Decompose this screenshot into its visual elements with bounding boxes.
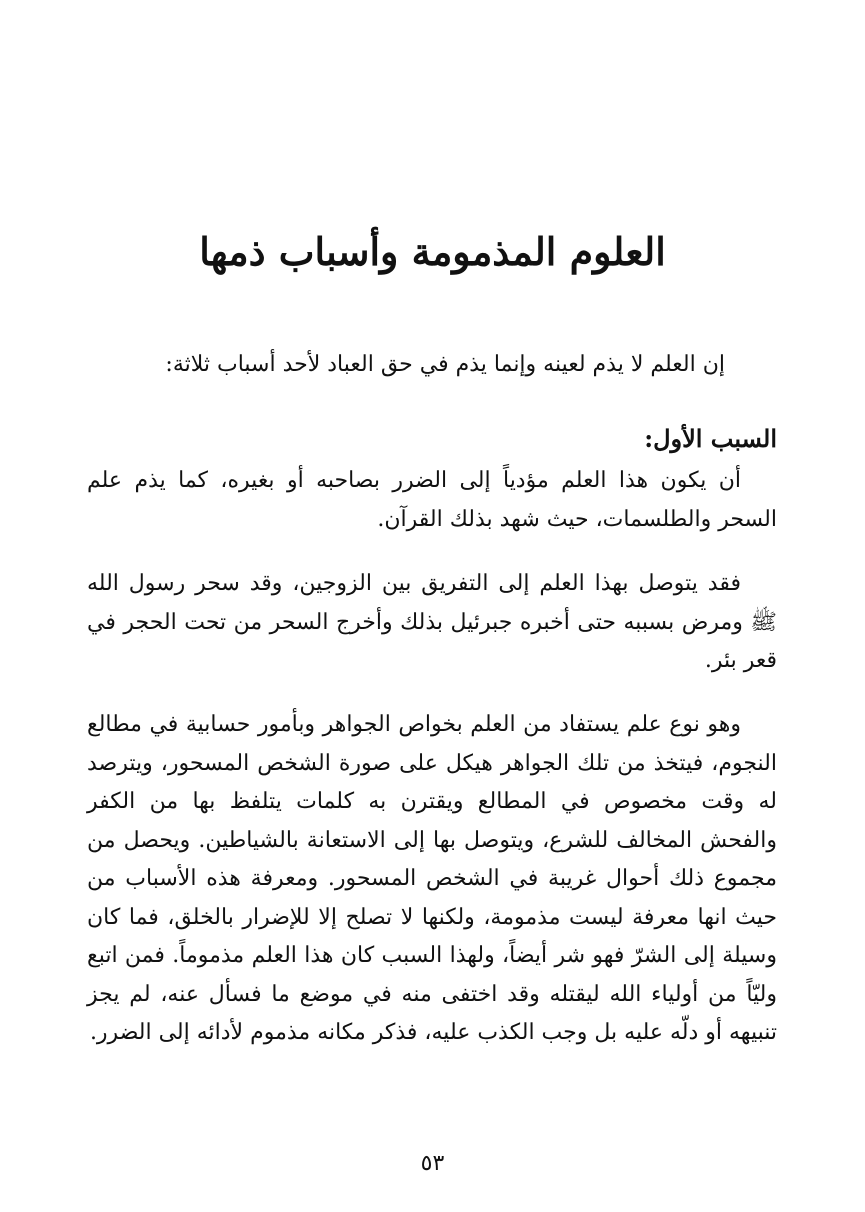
intro-paragraph: إن العلم لا يذم لعينه وإنما يذم في حق العباد لأحد أسباب ثلاثة:	[165, 352, 725, 377]
paragraph-2-text: فقد يتوصل بهذا العلم إلى التفريق بين الزوجين، وقد سحر رسول الله ﷺ ومرض بسببه حتى أخبره جبرئيل بذلك وأخرج السحر من تحت الحجر في قعر بئر.	[87, 571, 777, 673]
paragraph-1	[87, 462, 777, 539]
paragraph-3	[87, 706, 777, 1053]
paragraph-2	[87, 565, 777, 681]
paragraph-1-text: أن يكون هذا العلم مؤدياً إلى الضرر بصاحبه أو بغيره، كما يذم علم السحر والطلسمات، حيث شهد بذلك القرآن.	[87, 468, 777, 532]
paragraph-3-text: وهو نوع علم يستفاد من العلم بخواص الجواهر وبأمور حسابية في مطالع النجوم، فيتخذ من تلك الجواهر هيكل على صورة الشخص المسحور، ويترصد له وقت مخصوص في المطالع ويقترن به كلمات يتلفظ بها من الكفر والفحش المخالف للشرع، ويتوصل بها إلى الاستعانة بالشياطين. ويحصل من مجموع ذلك أحوال غريبة في الشخص المسحور. ومعرفة هذه الأسباب من حيث انها معرفة ليست مذمومة، ولكنها لا تصلح إلا للإضرار بالخلق، فما كان وسيلة إلى الشرّ فهو شر أيضاً، ولهذا السبب كان هذا العلم مذموماً. فمن اتبع وليّاً من أولياء الله ليقتله وقد اختفى منه في موضع ما فسأل عنه، لم يجز تنبيهه أو دلّه عليه بل وجب الكذب عليه، فذكر مكانه مذموم لأدائه إلى الضرر.	[87, 712, 777, 1045]
chapter-title: العلوم المذمومة وأسباب ذمها	[199, 229, 666, 274]
page-number: ٥٣	[420, 1151, 445, 1176]
section-heading: السبب الأول:	[644, 424, 777, 453]
